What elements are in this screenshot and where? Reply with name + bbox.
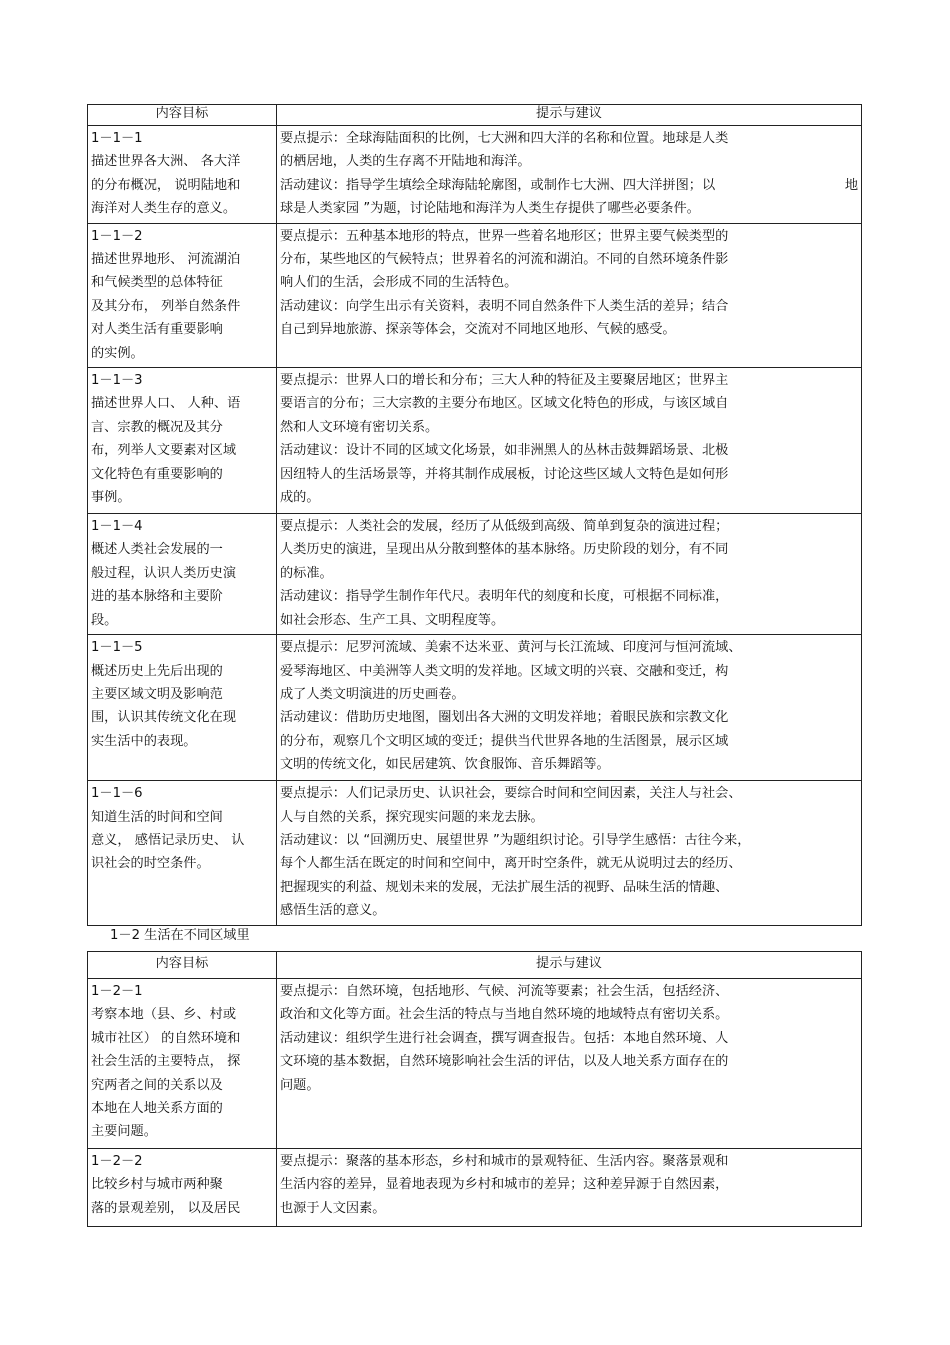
goal-line: 落的景观差别， 以及居民 [91, 1200, 241, 1216]
goal-cell [88, 514, 277, 635]
advice-line: 活动建议：借助历史地图，圈划出各大洲的文明发祥地；着眼民族和宗教文化 [280, 710, 729, 726]
goal-line: 描述世界各大洲、 各大洋 [91, 154, 241, 170]
table-row [88, 781, 862, 925]
goal-line: 文化特色有重要影响的 [91, 466, 223, 482]
goal-line: 1－1－3 [91, 373, 143, 389]
table-row [88, 126, 862, 224]
advice-line: 政治和文化等方面。社会生活的特点与当地自然环境的地域特点有密切关系。 [280, 1007, 729, 1023]
goal-line: 1－1－1 [91, 131, 143, 146]
advice-cell [277, 368, 862, 514]
advice-cell [277, 223, 862, 367]
goal-line: 1－1－6 [91, 786, 143, 802]
goal-line: 实生活中的表现。 [91, 733, 197, 749]
advice-line: 自己到异地旅游、探亲等体会，交流对不同地区地形、气候的感受。 [280, 322, 676, 338]
goal-line: 城市社区） 的自然环境和 [91, 1030, 241, 1046]
goal-line: 段。 [91, 612, 118, 628]
goal-line: 1－1－5 [91, 640, 143, 656]
goal-line: 1－2－2 [91, 1154, 143, 1169]
header-goal: 内容目标 [88, 105, 277, 126]
advice-line: 球是人类家园 ”为题，讨论陆地和海洋为人类生存提供了哪些必要条件。 [280, 201, 700, 217]
advice-cell [277, 781, 862, 925]
goal-cell [88, 126, 277, 224]
advice-line-tail: 地 [844, 177, 858, 193]
advice-line: 生活内容的差异，显着地表现为乡村和城市的差异；这种差异源于自然因素， [280, 1177, 729, 1193]
advice-line: 活动建议：以 “回溯历史、展望世界 ”为题组织讨论。引导学生感悟：古往今来， [280, 832, 751, 848]
advice-line: 把握现实的利益、规划未来的发展，无法扩展生活的视野、品味生活的情趣、 [280, 879, 729, 895]
goal-cell [88, 1149, 277, 1227]
goal-line: 围，认识其传统文化在现 [91, 710, 237, 726]
goal-line: 对人类生活有重要影响 [91, 322, 223, 338]
goal-line: 社会生活的主要特点， 探 [91, 1054, 241, 1070]
table-row [88, 223, 862, 367]
table-row [88, 635, 862, 781]
table-header-row [88, 105, 862, 126]
advice-line: 分布，某些地区的气候特点；世界着名的河流和湖泊。不同的自然环境条件影 [280, 252, 729, 268]
advice-line: 爱琴海地区、中美洲等人类文明的发祥地。区域文明的兴衰、交融和变迁，构 [280, 663, 729, 679]
goal-line: 究两者之间的关系以及 [91, 1077, 223, 1093]
goal-line: 布，列举人文要素对区域 [91, 443, 237, 459]
goal-line: 概述历史上先后出现的 [91, 663, 223, 679]
advice-line: 要点提示：世界人口的增长和分布；三大人种的特征及主要聚居地区；世界主 [280, 373, 729, 389]
goal-cell [88, 979, 277, 1149]
section-title: 1－2 生活在不同区域里 [110, 928, 250, 943]
advice-line: 感悟生活的意义。 [280, 903, 386, 919]
advice-cell [277, 126, 862, 224]
goal-line: 识社会的时空条件。 [91, 856, 210, 872]
advice-justified-line [280, 174, 858, 197]
advice-line: 要点提示：全球海陆面积的比例，七大洲和四大洋的名称和位置。地球是人类 [280, 131, 729, 146]
goal-line: 及其分布， 列举自然条件 [91, 298, 241, 314]
goal-line: 知道生活的时间和空间 [91, 809, 223, 825]
goal-line: 主要区域文明及影响范 [91, 686, 223, 702]
goal-cell [88, 223, 277, 367]
advice-line: 要点提示：人类社会的发展，经历了从低级到高级、简单到复杂的演进过程； [280, 519, 729, 535]
advice-line: 文环境的基本数据，自然环境影响社会生活的评估，以及人地关系方面存在的 [280, 1054, 729, 1070]
advice-cell [277, 635, 862, 781]
advice-line: 的栖居地，人类的生存离不开陆地和海洋。 [280, 154, 531, 170]
curriculum-table-1 [87, 104, 862, 926]
advice-line: 因纽特人的生活场景等，并将其制作成展板，讨论这些区域人文特色是如何形 [280, 466, 729, 482]
advice-line: 也源于人文因素。 [280, 1200, 386, 1216]
advice-line: 活动建议：设计不同的区域文化场景，如非洲黑人的丛林击鼓舞蹈场景、北极 [280, 443, 729, 459]
advice-line: 要语言的分布；三大宗教的主要分布地区。区域文化特色的形成，与该区域自 [280, 396, 729, 412]
advice-line: 活动建议：指导学生填绘全球海陆轮廓图，或制作七大洲、四大洋拼图；以 [280, 177, 716, 193]
advice-line: 人类历史的演进，呈现出从分散到整体的基本脉络。历史阶段的划分，有不同 [280, 542, 729, 558]
goal-line: 般过程，认识人类历史演 [91, 565, 237, 581]
goal-line: 描述世界地形、 河流湖泊 [91, 252, 241, 268]
goal-line: 事例。 [91, 490, 131, 506]
goal-line: 概述人类社会发展的一 [91, 542, 223, 558]
table-row [88, 1149, 862, 1227]
advice-line: 要点提示：五种基本地形的特点，世界一些着名地形区；世界主要气候类型的 [280, 228, 729, 244]
goal-line: 言、宗教的概况及其分 [91, 419, 223, 435]
goal-line: 和气候类型的总体特征 [91, 275, 223, 291]
advice-line: 问题。 [280, 1077, 320, 1093]
goal-line: 进的基本脉络和主要阶 [91, 589, 223, 605]
advice-cell [277, 979, 862, 1149]
advice-line: 人与自然的关系，探究现实问题的来龙去脉。 [280, 809, 544, 825]
advice-line: 如社会形态、生产工具、文明程度等。 [280, 612, 505, 628]
header-advice: 提示与建议 [277, 105, 862, 126]
goal-line: 意义， 感悟记录历史、 认 [91, 832, 245, 848]
advice-line: 要点提示：自然环境，包括地形、气候、河流等要素；社会生活，包括经济、 [280, 984, 729, 999]
advice-cell [277, 1149, 862, 1227]
goal-line: 主要问题。 [91, 1124, 157, 1140]
advice-cell [277, 514, 862, 635]
header-goal: 内容目标 [88, 952, 277, 979]
advice-line: 成的。 [280, 490, 320, 506]
table-header-row [88, 952, 862, 979]
curriculum-table-2 [87, 951, 862, 1227]
advice-line: 要点提示：人们记录历史、认识社会，要综合时间和空间因素，关注人与社会、 [280, 786, 742, 802]
advice-line: 活动建议：指导学生制作年代尺。表明年代的刻度和长度，可根据不同标准， [280, 589, 729, 605]
table-row [88, 368, 862, 514]
advice-line: 要点提示：尼罗河流域、美索不达米亚、黄河与长江流域、印度河与恒河流域、 [280, 640, 742, 656]
header-advice: 提示与建议 [277, 952, 862, 979]
advice-line: 成了人类文明演进的历史画卷。 [280, 686, 465, 702]
goal-cell [88, 635, 277, 781]
goal-line: 1－1－2 [91, 228, 143, 244]
advice-line: 然和人文环境有密切关系。 [280, 419, 439, 435]
goal-line: 本地在人地关系方面的 [91, 1101, 223, 1117]
goal-cell [88, 781, 277, 925]
advice-line: 活动建议：组织学生进行社会调查，撰写调查报告。包括：本地自然环境、人 [280, 1030, 729, 1046]
advice-line: 响人们的生活，会形成不同的生活特色。 [280, 275, 518, 291]
advice-line: 文明的传统文化，如民居建筑、饮食服饰、音乐舞蹈等。 [280, 757, 610, 773]
advice-line: 的分布，观察几个文明区域的变迁；提供当代世界各地的生活图景，展示区域 [280, 733, 729, 749]
goal-line: 1－1－4 [91, 519, 143, 535]
table-row [88, 979, 862, 1149]
goal-cell [88, 368, 277, 514]
advice-line: 活动建议：向学生出示有关资料，表明不同自然条件下人类生活的差异；结合 [280, 298, 729, 314]
table-row [88, 514, 862, 635]
advice-line: 每个人都生活在既定的时间和空间中，离开时空条件，就无从说明过去的经历、 [280, 856, 742, 872]
advice-line: 的标准。 [280, 565, 333, 581]
goal-line: 考察本地（县、乡、村或 [91, 1007, 237, 1023]
goal-line: 1－2－1 [91, 984, 143, 999]
goal-line: 的分布概况， 说明陆地和 [91, 177, 241, 193]
goal-line: 的实例。 [91, 345, 144, 361]
goal-line: 海洋对人类生存的意义。 [91, 201, 237, 217]
advice-line: 要点提示：聚落的基本形态，乡村和城市的景观特征、生活内容。聚落景观和 [280, 1154, 729, 1169]
goal-line: 描述世界人口、 人种、语 [91, 396, 241, 412]
goal-line: 比较乡村与城市两种聚 [91, 1177, 223, 1193]
